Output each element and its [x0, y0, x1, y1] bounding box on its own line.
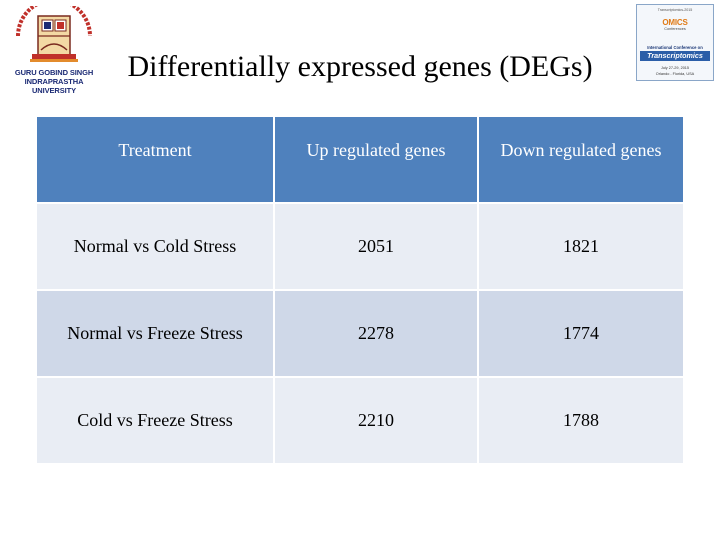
table-header-row: [37, 117, 683, 203]
header-treatment: Treatment: [37, 117, 274, 203]
banner-topic: Transcriptomics: [640, 51, 710, 61]
university-crest-logo: [8, 6, 100, 98]
down-regulated-cell: 1788: [478, 377, 683, 464]
conference-banner-logo: [636, 4, 714, 81]
banner-brand: OMICS: [662, 18, 688, 27]
banner-conference: International Conference on: [647, 45, 703, 50]
treatment-cell: Normal vs Freeze Stress: [37, 290, 274, 377]
up-regulated-cell: 2210: [274, 377, 478, 464]
banner-brand-sub: Conferences: [664, 27, 686, 31]
table-row: [37, 290, 683, 377]
table-row: [37, 203, 683, 290]
university-name: GURU GOBIND SINGH INDRAPRASTHA UNIVERSITY: [14, 68, 94, 95]
treatment-cell: Normal vs Cold Stress: [37, 203, 274, 290]
up-regulated-cell: 2051: [274, 203, 478, 290]
table-row: [37, 377, 683, 464]
degs-table: [37, 117, 683, 465]
banner-top-text: Transcriptomics-2015: [657, 8, 693, 12]
header-down-regulated: Down regulated genes: [478, 117, 683, 203]
banner-dates: July 27-29, 2015 Orlando - Florida, USA: [655, 66, 695, 76]
header-up-regulated: Up regulated genes: [274, 117, 478, 203]
treatment-cell: Cold vs Freeze Stress: [37, 377, 274, 464]
down-regulated-cell: 1821: [478, 203, 683, 290]
down-regulated-cell: 1774: [478, 290, 683, 377]
up-regulated-cell: 2278: [274, 290, 478, 377]
page-title: Differentially expressed genes (DEGs): [127, 50, 593, 83]
